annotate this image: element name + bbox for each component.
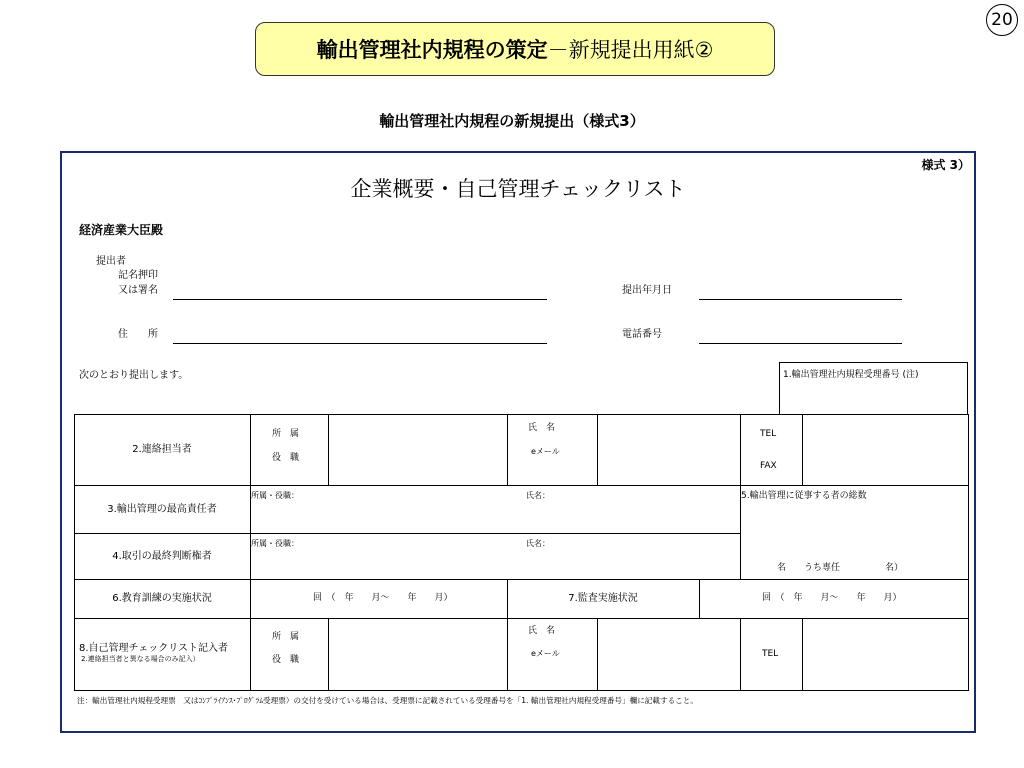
form-title: 企業概要・自己管理チェックリスト <box>350 177 686 201</box>
seal-label: 記名押印 <box>118 270 158 281</box>
submitter-label: 提出者 <box>96 256 126 267</box>
filler-dept-input[interactable] <box>329 619 506 690</box>
staff-count-value[interactable]: 名 うち専任 名） <box>777 563 904 573</box>
contact-tel-input[interactable] <box>803 415 968 484</box>
contact-dept-input[interactable] <box>329 415 506 484</box>
checklist-filler-note: 2.連絡担当者と異なる場合のみ記入） <box>81 655 200 663</box>
footnote: 注：輸出管理社内規程受理票 又はｺﾝﾌﾟﾗｲｱﾝｽ･ﾌﾟﾛｸﾞﾗﾑ受理票）の交付を受けている場合は、受理票に記載されている受理番号を「1. 輸出管理社内規程受理番号」欄に記載すること。 <box>77 696 698 705</box>
filler-tel-input[interactable] <box>803 619 968 690</box>
training-value[interactable]: 回 （ 年 月～ 年 月） <box>313 593 453 603</box>
subtitle: 輸出管理社内規程の新規提出（様式3） <box>379 112 645 130</box>
contact-tel-label: TEL <box>760 429 777 439</box>
training-label: 6.教育訓練の実施状況 <box>112 593 212 604</box>
address-line[interactable] <box>173 343 547 344</box>
form-sheet <box>60 151 976 733</box>
date-label: 提出年月日 <box>622 285 672 296</box>
slide-title-normal: －新規提出用紙② <box>547 38 714 62</box>
filler-email-label: eメール <box>531 649 560 658</box>
addressee: 経済産業大臣殿 <box>79 223 164 237</box>
contact-name-input[interactable] <box>598 415 739 484</box>
filler-post-label: 役 職 <box>272 655 300 665</box>
filler-name-label: 氏 名 <box>528 626 556 636</box>
staff-count-label: 5.輸出管理に従事する者の総数 <box>741 491 867 501</box>
contact-person-label: 2.連絡担当者 <box>132 444 192 455</box>
audit-value[interactable]: 回 （ 年 月～ 年 月） <box>762 593 902 603</box>
filler-tel-label: TEL <box>762 649 779 659</box>
contact-name-label: 氏 名 <box>528 423 556 433</box>
address-label: 住 所 <box>118 329 158 340</box>
chief-name-label: 氏名： <box>526 491 550 500</box>
date-line[interactable] <box>699 299 902 300</box>
chief-officer-label: 3.輸出管理の最高責任者 <box>107 504 217 515</box>
phone-label: 電話番号 <box>622 329 662 340</box>
chief-officer-input[interactable] <box>251 486 739 532</box>
sign-line[interactable] <box>173 299 547 300</box>
sign-label: 又は署名 <box>118 285 158 296</box>
contact-fax-label: FAX <box>760 461 777 471</box>
intro-text: 次のとおり提出します。 <box>79 370 189 381</box>
decision-name-label: 氏名： <box>526 539 550 548</box>
audit-label: 7.監査実施状況 <box>568 593 638 604</box>
final-decision-input[interactable] <box>251 534 739 578</box>
contact-dept-label: 所 属 <box>272 429 300 439</box>
filler-name-input[interactable] <box>598 619 739 690</box>
style-label: 様式 3） <box>921 158 970 172</box>
final-decision-label: 4.取引の最終判断権者 <box>112 551 212 562</box>
contact-post-label: 役 職 <box>272 453 300 463</box>
chief-dept-label: 所属・役職： <box>251 491 299 500</box>
phone-line[interactable] <box>699 343 902 344</box>
receipt-label: 1.輸出管理社内規程受理番号 (注) <box>783 370 919 380</box>
checklist-filler-label: 8.自己管理チェックリスト記入者 <box>79 643 229 654</box>
slide-title-bold: 輸出管理社内規程の策定 <box>316 38 548 62</box>
page-number: 20 <box>986 4 1018 36</box>
contact-email-label: eメール <box>531 447 560 456</box>
slide-title <box>255 22 775 76</box>
filler-dept-label: 所 属 <box>272 632 300 642</box>
decision-dept-label: 所属・役職： <box>251 539 299 548</box>
